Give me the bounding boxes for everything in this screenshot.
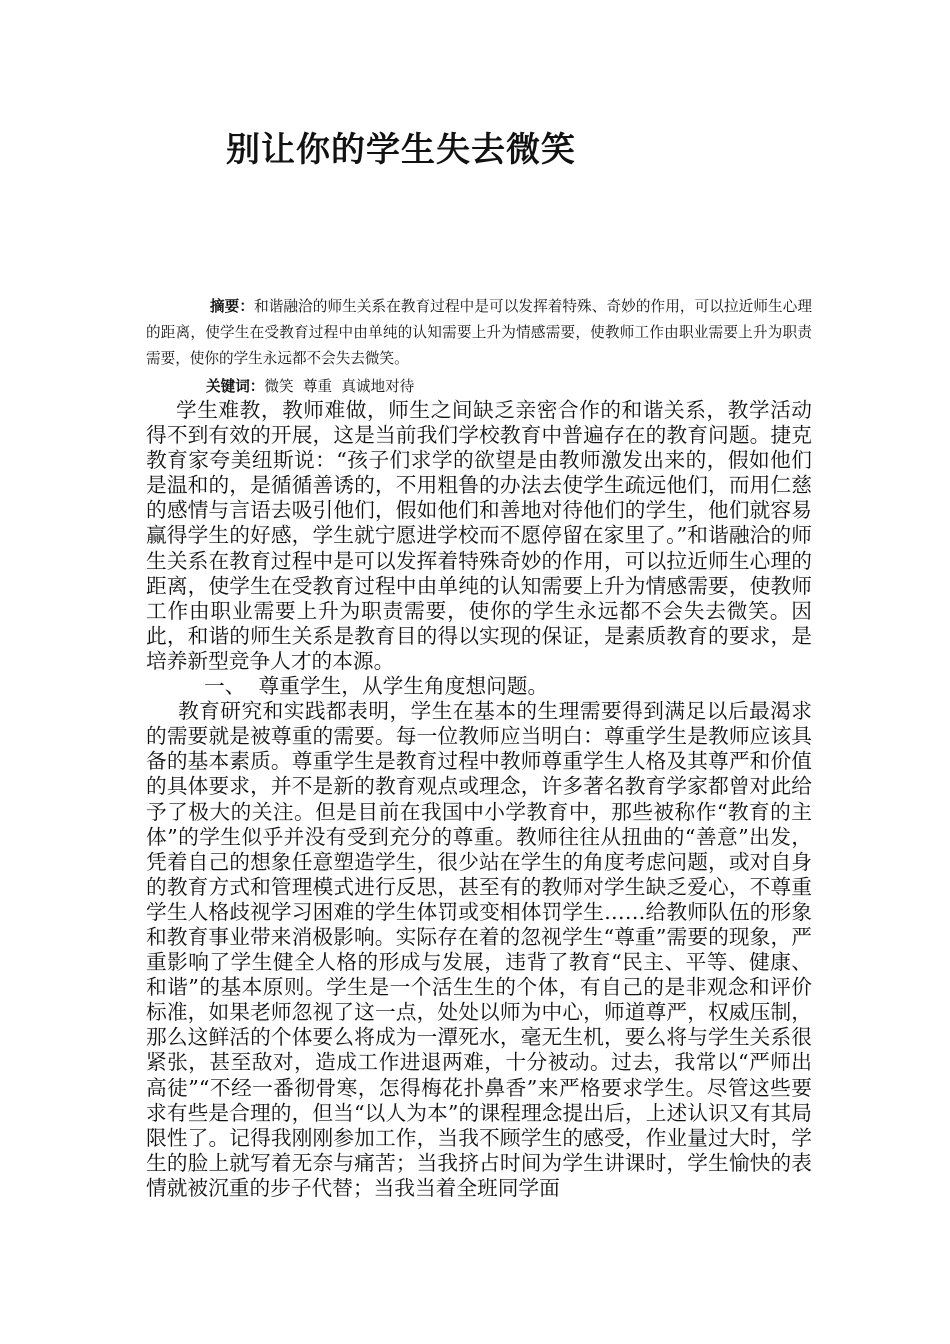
body-paragraph: 学生难教，教师难做，师生之间缺乏亲密合作的和谐关系，教学活动得不到有效的开展，这是当前我们学校教育中普遍存在的教育问题。捷克教育家夸美纽斯说：“孩子们求学的欲望是由教师激发出来的，假如他们是温和的，是循循善诱的，不用粗鲁的办法去使学生疏远他们，而用仁慈的感情与言语去吸引他们，假如他们和善地对待他们的学生，他们就容易赢得学生的好感，学生就宁愿进学校而不愿停留在家里了。”和谐融洽的师生关系在教育过程中是可以发挥着特殊奇妙的作用，可以拉近师生心理的距离，使学生在受教育过程中由单纯的认知需要上升为情感需要，使教师工作由职业需要上升为职责需要，使你的学生永远都不会失去微笑。因此，和谐的师生关系是教育目的得以实现的保证，是素质教育的要求，是培养新型竞争人才的本源。	[146, 398, 812, 673]
keywords-label: 关键词：	[206, 378, 265, 395]
body-paragraph: 教育研究和实践都表明，学生在基本的生理需要得到满足以后最渴求的需要就是被尊重的需要。每一位教师应当明白：尊重学生是教师应该具备的基本素质。尊重学生是教育过程中教师尊重学生人格及其尊严和价值的具体要求，并不是新的教育观点或理念，许多著名教育学家都曾对此给予了极大的关注。但是目前在我国中小学教育中，那些被称作“教育的主体”的学生似乎并没有受到充分的尊重。教师往往从扭曲的“善意”出发，凭着自己的想象任意塑造学生，很少站在学生的角度考虑问题，或对自身的教育方式和管理模式进行反思，甚至有的教师对学生缺乏爱心，不尊重学生人格歧视学习困难的学生体罚或变相体罚学生……给教师队伍的形象和教育事业带来消极影响。实际存在着的忽视学生“尊重”需要的现象，严重影响了学生健全人格的形成与发展，违背了教育“民主、平等、健康、和谐”的基本原则。学生是一个活生生的个体，有自己的是非观念和评价标准，如果老师忽视了这一点，处处以师为中心，师道尊严，权威压制，那么这鲜活的个体要么将成为一潭死水，毫无生机，要么将与学生关系很紧张，甚至敌对，造成工作进退两难，十分被动。过去，我常以“严师出高徒”“不经一番彻骨寒，怎得梅花扑鼻香”来严格要求学生。尽管这些要求有些是合理的，但当“以人为本”的课程理念提出后，上述认识又有其局限性了。记得我刚刚参加工作，当我不顾学生的感受，作业量过大时，学生的脸上就写着无奈与痛苦；当我挤占时间为学生讲课时，学生愉快的表情就被沉重的步子代替；当我当着全班同学面	[146, 699, 812, 1200]
abstract	[146, 294, 812, 372]
keywords	[206, 376, 414, 398]
document-title: 别让你的学生失去微笑	[226, 130, 576, 170]
abstract-text: 和谐融洽的师生关系在教育过程中是可以发挥着特殊、奇妙的作用，可以拉近师生心理的距离，使学生在受教育过程中由单纯的认知需要上升为情感需要，使教师工作由职业需要上升为职责需要，使你的学生永远都不会失去微笑。	[146, 298, 812, 367]
abstract-label: 摘要：	[210, 298, 255, 315]
section-heading: 一、 尊重学生，从学生角度想问题。	[204, 674, 549, 699]
keywords-text: 微笑 尊重 真诚地对待	[264, 378, 415, 395]
body-text	[146, 398, 812, 1201]
